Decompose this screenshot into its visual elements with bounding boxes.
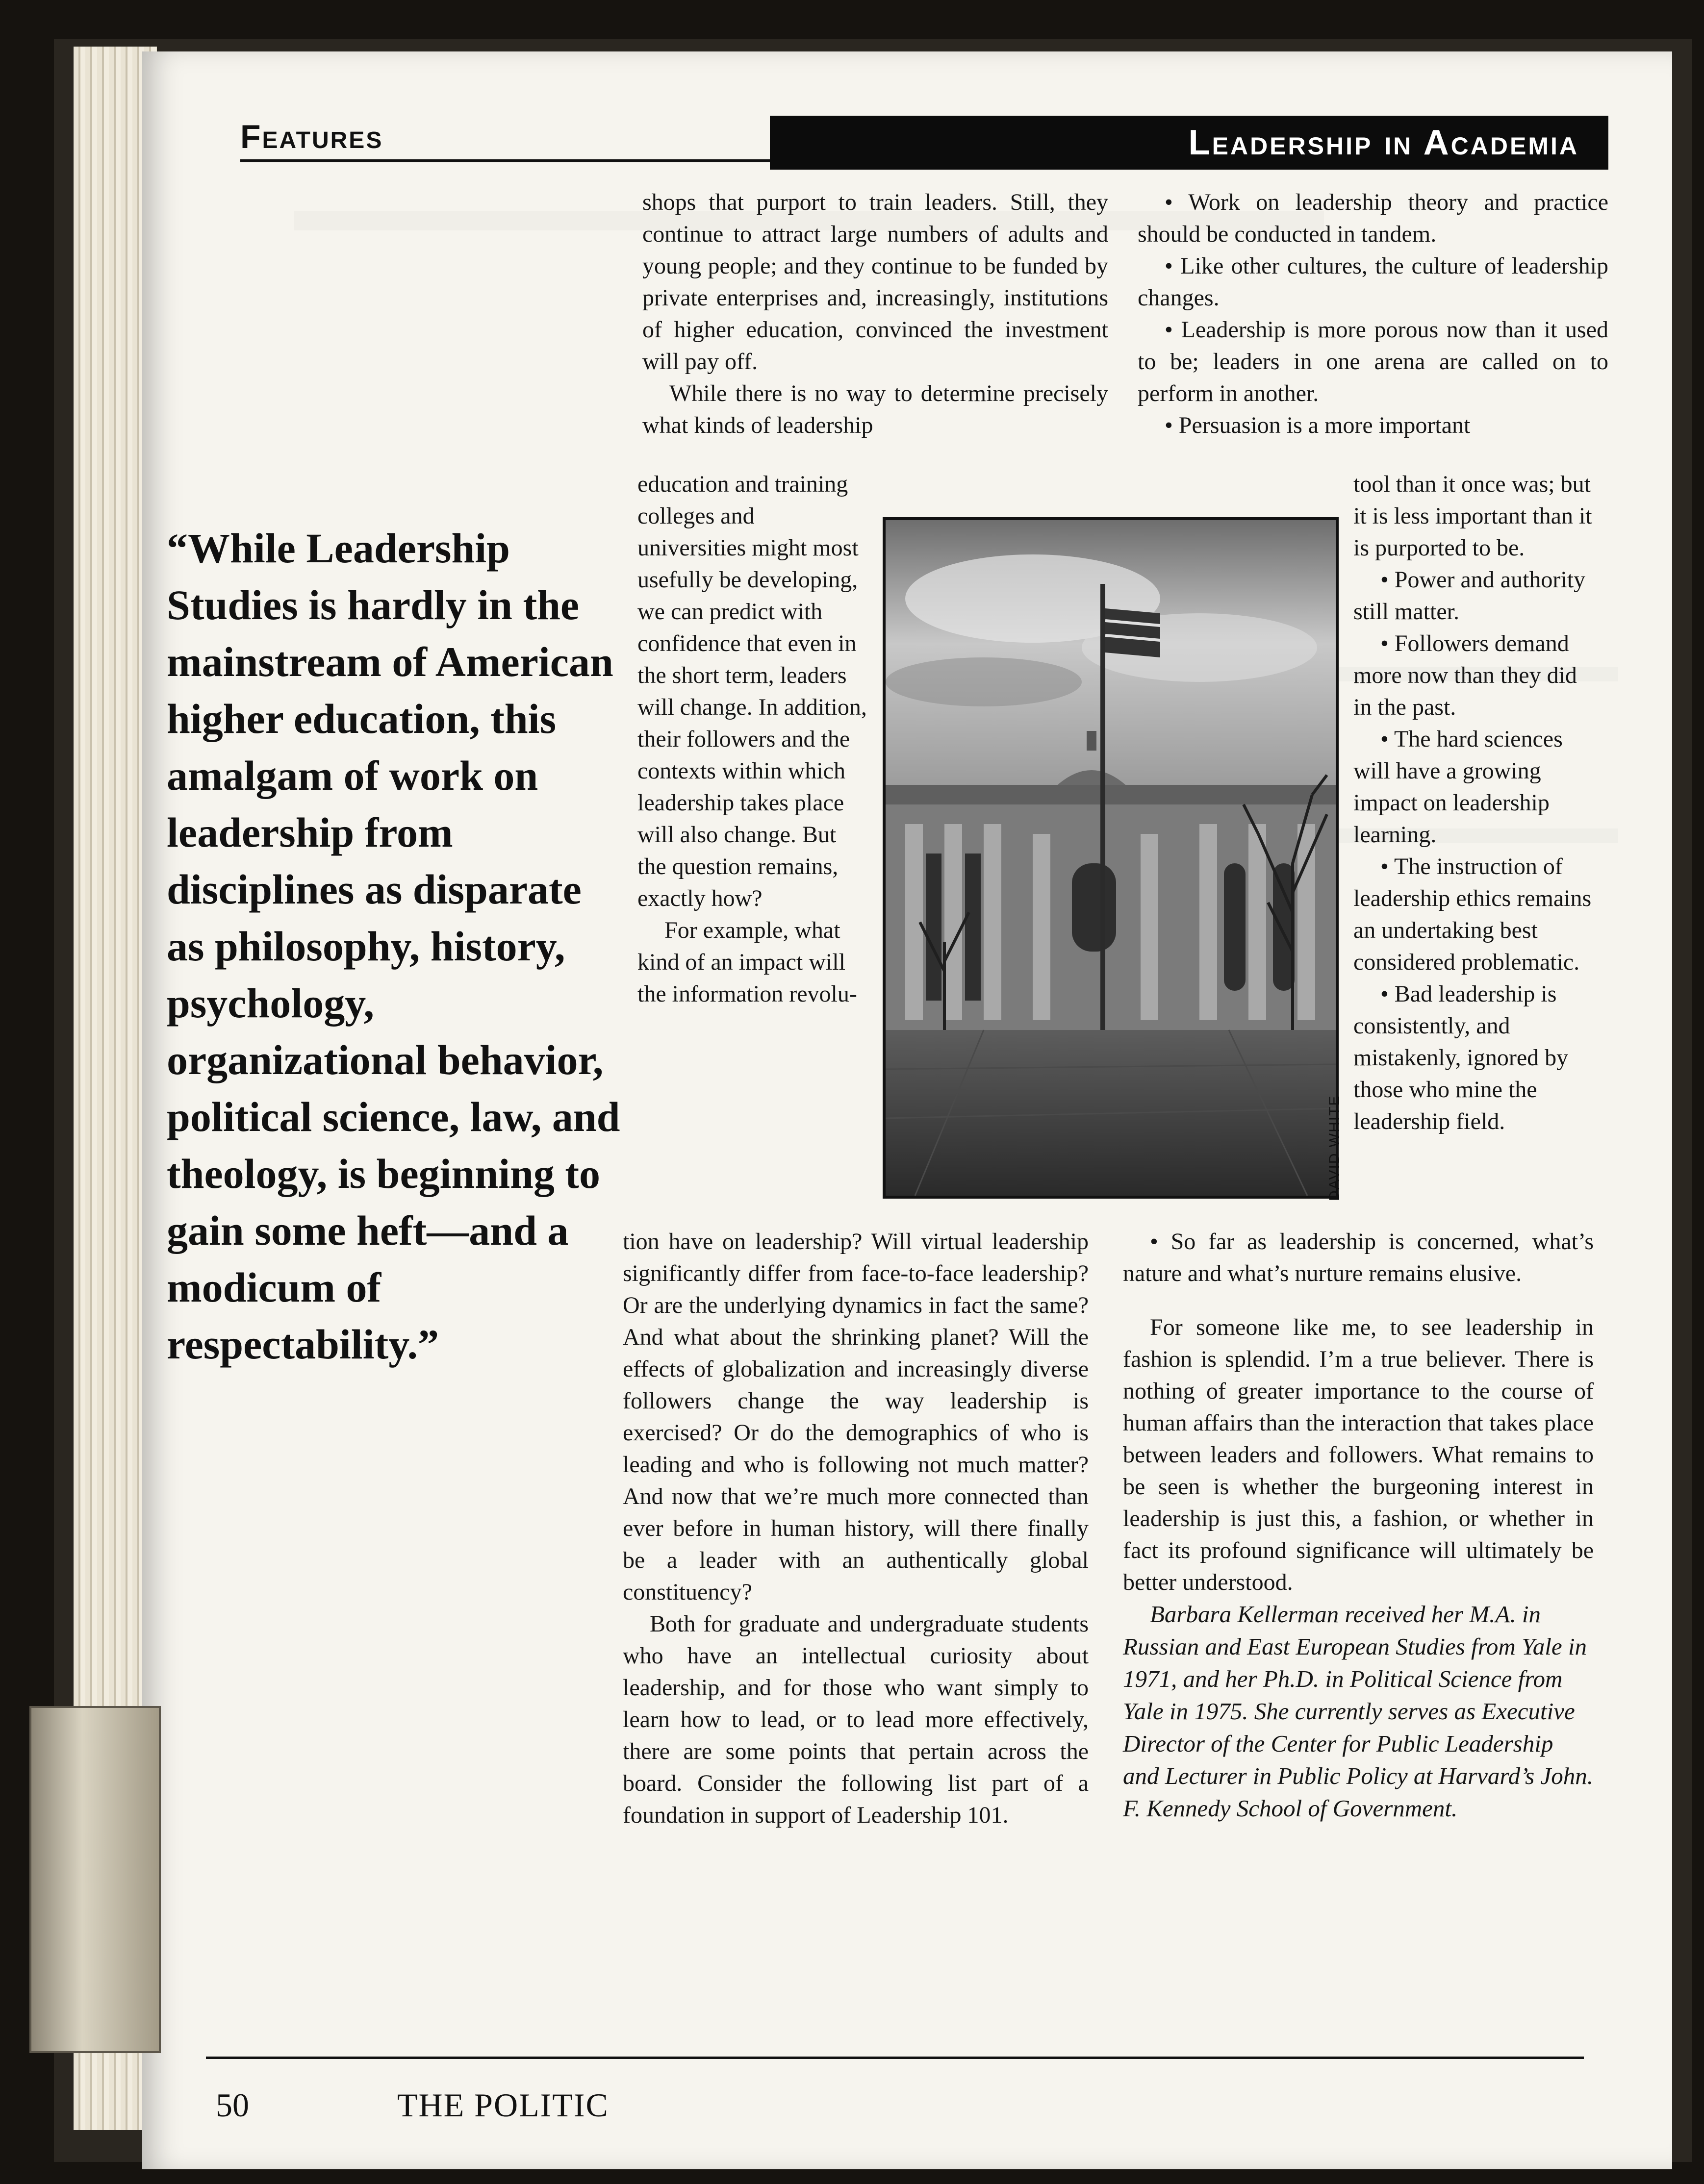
paragraph: For someone like me, to see leadership in fashion is splendid. I’m a true believer. There is nothing of greater importance to the course of human affairs than the interaction that takes place between leaders and followers. What remains to be seen is whether the burgeoning interest in leadership is just this, a fashion, or whether in fact its profound significance will ultimately be better understood. — [1123, 1314, 1594, 1595]
body-column-2-bottom — [1123, 1226, 1594, 1825]
bullet-point: • Leadership is more porous now than it used to be; leaders in one arena are called on to perform in another. — [1138, 317, 1608, 406]
bullet-point: • So far as leadership is concerned, what’s nature and what’s nurture remains elusive. — [1123, 1229, 1594, 1286]
bullet-point: • The instruction of leadership ethics remains an undertaking best considered problematic. — [1353, 854, 1592, 975]
paragraph-gap — [1123, 1289, 1594, 1311]
paragraph: tion have on leadership? Will virtual leadership significantly differ from face-to-face leadership? Or are the underlying dynamics in fact the same? And what about the shrinking planet? Will the effects of globalization and increasingly diverse followers change the way leadership is exercised? Or do the demographics of who is leading and who is following not much matter? And now that we’re much more connected than ever before in human history, will there finally be a leader with an authentically global constituency? — [623, 1229, 1089, 1605]
header-rule — [240, 159, 770, 162]
page-number: 50 — [216, 2086, 249, 2124]
paragraph: Both for graduate and undergraduate students who have an intellectual curiosity about leadership, and for those who want simply to learn how to lead, or to lead more effectively, there are some points that pertain across the board. Consider the following list part of a foundation in support of Leadership 101. — [623, 1611, 1089, 1828]
author-bio: Barbara Kellerman received her M.A. in Russian and East European Studies from Yale in 1971, and her Ph.D. in Political Science from Yale in 1975. She currently serves as Executive Director of the Center for Public Leadership and Lecturer in Public Policy at Harvard’s John. F. Kennedy School of Government. — [1123, 1601, 1593, 1822]
bullet-point: • Work on leadership theory and practice should be conducted in tandem. — [1138, 189, 1608, 247]
paragraph: education and training colleges and universities might most usefully be developing, we can predict with confidence that even in the short term, leaders will change. In addition, their followers and the contexts within which leadership takes place will also change. But the question remains, exactly how? — [637, 471, 867, 911]
body-column-1-top — [642, 186, 1108, 441]
footer-rule — [206, 2057, 1584, 2059]
paragraph: For example, what kind of an impact will the information revolu- — [637, 917, 857, 1007]
photo-credit: DAVID WHITE — [1326, 1095, 1343, 1201]
body-column-2-wrap — [1353, 468, 1601, 1137]
bullet-point-continued: tool than it once was; but it is less important than it is purported to be. — [1353, 471, 1592, 561]
pull-quote: “While Leadership Studies is hardly in the mainstream of American higher education, this amalgam of work on leadership from disciplines as disparate as philosophy, history, psychology, organizational behavior, political science, law, and theology, is beginning to gain some heft—and a modicum of respectability.” — [167, 525, 620, 1368]
bullet-point: • Like other cultures, the culture of leadership changes. — [1138, 253, 1608, 311]
photo-image — [886, 520, 1336, 1196]
series-banner: Leadership in Academia — [770, 116, 1608, 170]
body-column-2-top — [1138, 186, 1608, 441]
bullet-point: • Power and authority still matter. — [1353, 567, 1586, 625]
body-column-1-wrap — [637, 468, 868, 1010]
paragraph: While there is no way to determine precisely what kinds of leadership — [642, 380, 1108, 438]
body-column-1-bottom — [623, 1226, 1089, 1831]
bullet-point: • Bad leadership is consistently, and mistakenly, ignored by those who mine the leadership field. — [1353, 981, 1569, 1134]
section-label: Features — [240, 118, 383, 155]
magazine-name: THE POLITIC — [397, 2086, 609, 2124]
paragraph: shops that purport to train leaders. Still, they continue to attract large numbers of adults and young people; and they continue to be funded by private enterprises and, increasingly, institutions of higher education, convinced the investment will pay off. — [642, 189, 1108, 375]
bullet-point: • The hard sciences will have a growing impact on leadership learning. — [1353, 726, 1563, 848]
bullet-point: • Persuasion is a more important — [1165, 412, 1471, 438]
campus-photograph — [883, 517, 1339, 1199]
bullet-point: • Followers demand more now than they did in the past. — [1353, 630, 1577, 720]
binding-clip — [29, 1706, 161, 2053]
